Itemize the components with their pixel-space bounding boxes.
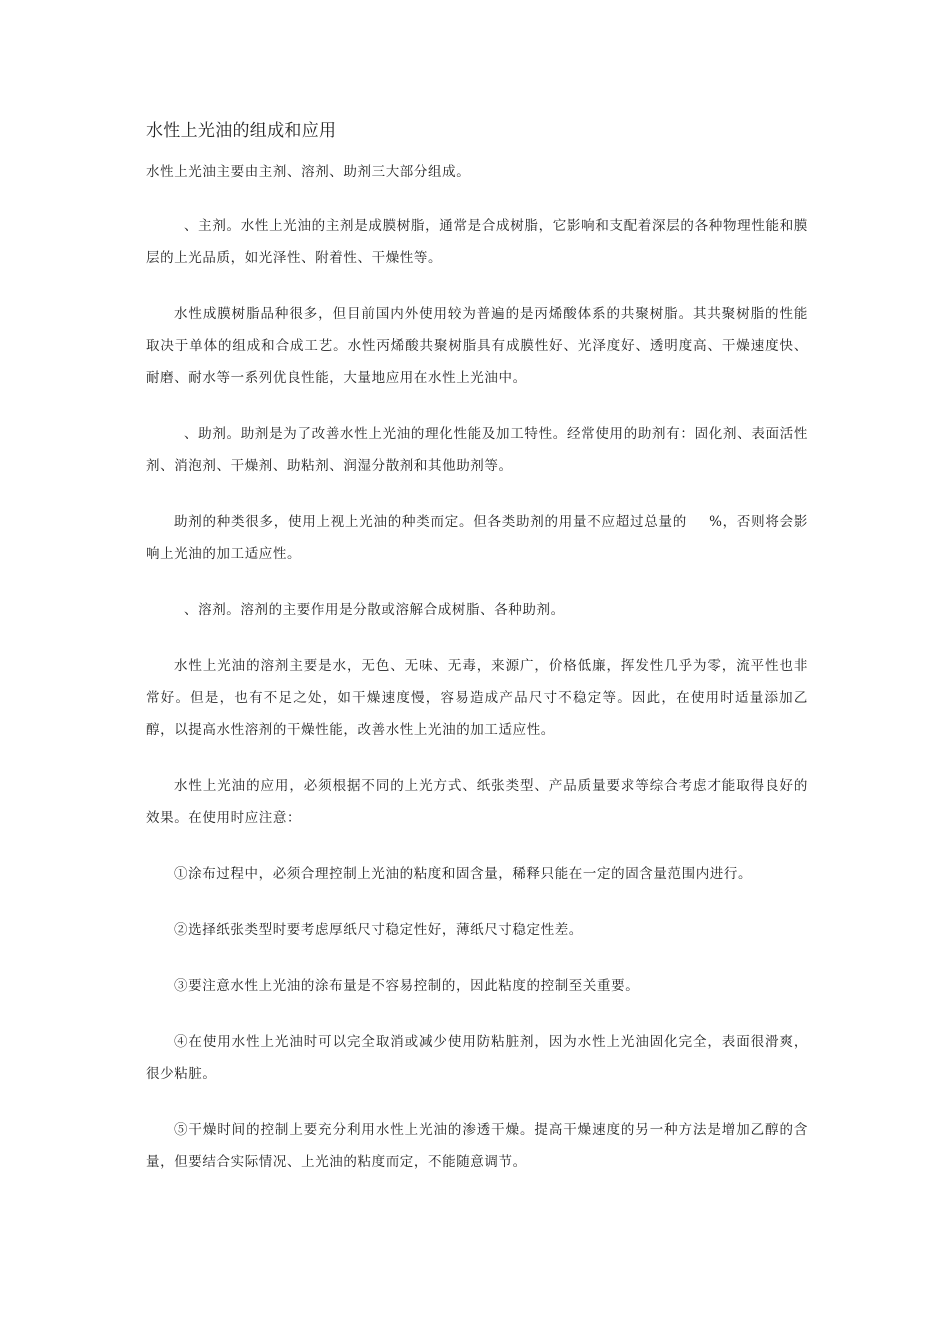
paragraph-application: 水性上光油的应用，必须根据不同的上光方式、纸张类型、产品质量要求等综合考虑才能取得良好的效果。在使用时应注意： [146, 778, 808, 826]
additive-amount-lead: 助剂的种类很多，使用上视上光油的种类而定。但各类助剂的用量不应超过总量的 [174, 514, 688, 530]
paragraph-main-agent: 、主剂。水性上光油的主剂是成膜树脂，通常是合成树脂，它影响和支配着深层的各种物理性能和膜层的上光品质，如光泽性、附着性、干燥性等。 [146, 218, 808, 266]
list-item-1: ①涂布过程中，必须合理控制上光油的粘度和固含量，稀释只能在一定的固含量范围内进行。 [174, 866, 753, 882]
document-title: 水性上光油的组成和应用 [146, 121, 337, 141]
paragraph-additive-amount [146, 506, 808, 570]
intro-paragraph: 水性上光油主要由主剂、溶剂、助剂三大部分组成。 [146, 164, 471, 180]
list-item-2: ②选择纸张类型时要考虑厚纸尺寸稳定性好，薄纸尺寸稳定性差。 [174, 922, 583, 938]
list-item-4: ④在使用水性上光油时可以完全取消或减少使用防粘脏剂，因为水性上光油固化完全，表面很滑爽，很少粘脏。 [146, 1034, 808, 1082]
list-item-3: ③要注意水性上光油的涂布量是不容易控制的，因此粘度的控制至关重要。 [174, 978, 640, 994]
document-page [146, 118, 808, 1178]
additive-amount-tail: %，否则将会影响上光油的加工适应性。 [146, 514, 808, 562]
paragraph-solvent: 、溶剂。溶剂的主要作用是分散或溶解合成树脂、各种助剂。 [184, 602, 565, 618]
paragraph-resin: 水性成膜树脂品种很多，但目前国内外使用较为普遍的是丙烯酸体系的共聚树脂。其共聚树脂的性能取决于单体的组成和合成工艺。水性丙烯酸共聚树脂具有成膜性好、光泽度好、透明度高、干燥速度快、耐磨、耐水等一系列优良性能，大量地应用在水性上光油中。 [146, 306, 808, 386]
paragraph-additives: 、助剂。助剂是为了改善水性上光油的理化性能及加工特性。经常使用的助剂有：固化剂、表面活性剂、消泡剂、干燥剂、助粘剂、润湿分散剂和其他助剂等。 [146, 426, 808, 474]
paragraph-water-solvent: 水性上光油的溶剂主要是水，无色、无味、无毒，来源广，价格低廉，挥发性几乎为零，流平性也非常好。但是，也有不足之处，如干燥速度慢，容易造成产品尺寸不稳定等。因此，在使用时适量添加乙醇，以提高水性溶剂的干燥性能，改善水性上光油的加工适应性。 [146, 658, 808, 738]
list-item-5: ⑤干燥时间的控制上要充分利用水性上光油的渗透干燥。提高干燥速度的另一种方法是增加乙醇的含量，但要结合实际情况、上光油的粘度而定，不能随意调节。 [146, 1122, 808, 1170]
